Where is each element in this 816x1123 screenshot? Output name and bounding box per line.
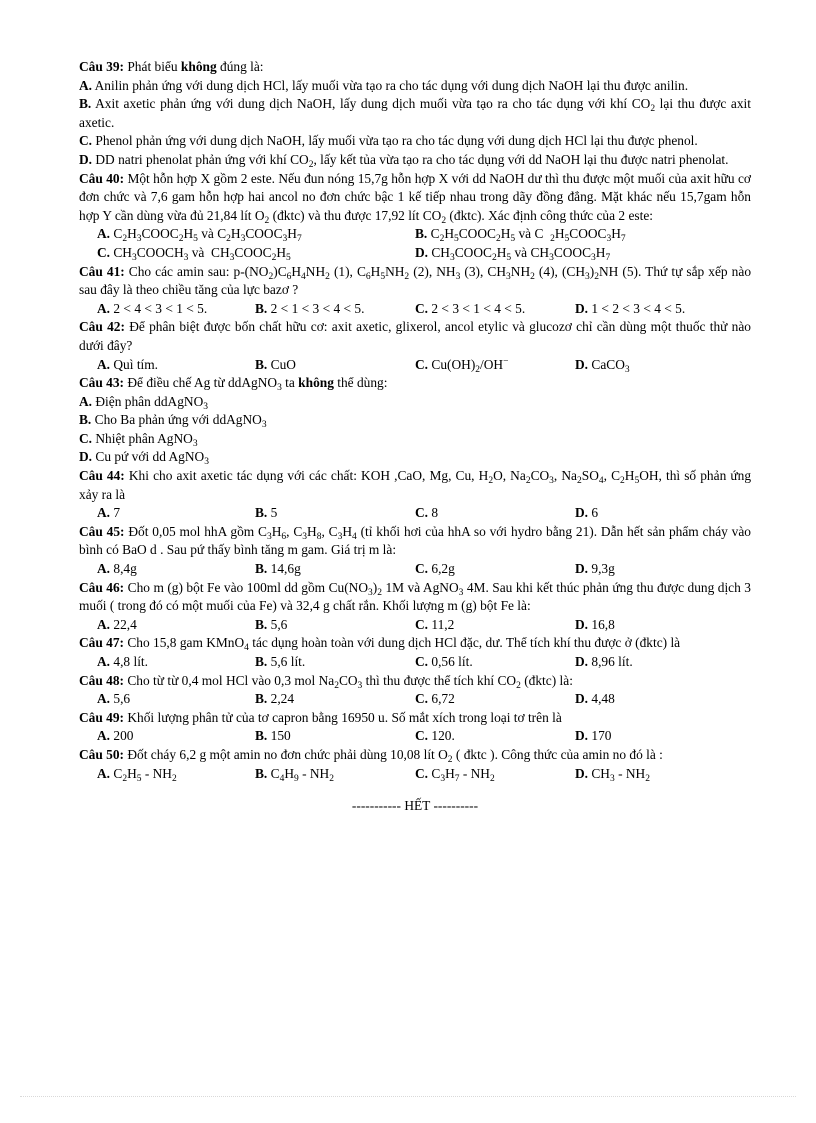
- option-b: B. 14,6g: [255, 561, 301, 577]
- option-b: B. CuO: [255, 356, 296, 372]
- option-a: A. $C_2H_3COOC_2H_5$ và $C_2H_3COOC_3H_7$: [97, 226, 302, 245]
- question-label: Câu 49:: [79, 709, 125, 725]
- question-label: Câu 46:: [79, 579, 125, 595]
- option-a: A. 5,6: [97, 691, 131, 707]
- option-text: Phenol phản ứng với dung dịch NaOH, lấy muối vừa tạo ra cho tác dụng với dung dịch HCl lại thu được phenol.: [95, 133, 698, 149]
- option-a: A. Quì tím.: [97, 356, 159, 372]
- question-50: [79, 746, 751, 783]
- option-c: C. 11,2: [415, 616, 455, 632]
- question-43-stem: Câu 43: Để điều chế Ag từ ddAgNO$_3$ ta không thể dùng:: [79, 375, 388, 394]
- question-label: Câu 44:: [79, 468, 125, 484]
- options: [97, 225, 751, 262]
- option-c: C. $CH_3COOCH_3$ và $CH_3COOC_2H_5$: [97, 244, 291, 263]
- option-letter: D.: [79, 151, 93, 167]
- option-a: A. $C_2H_5 - NH_2$: [97, 765, 177, 784]
- option-c: C. 6,72: [415, 691, 455, 707]
- question-44-stem: Câu 44: Khi cho axit axetic tác dụng với các chất: KOH ,CaO, Mg, Cu, $H_2O$, $Na_2CO_3$, $Na_2SO_4$, $C_2H_5OH$, thì số phản ứng xảy ra là: [79, 468, 752, 502]
- option-c: C. $C_3H_7 - NH_2$: [415, 765, 495, 784]
- option-d: D. 8,96 lít.: [575, 654, 633, 669]
- exam-page: [79, 58, 751, 829]
- option-d: D. 170: [575, 728, 612, 744]
- question-49-stem: Câu 49: Khối lượng phân tử của tơ capron bằng 16950 u. Số mắt xích trong loại tơ trên là: [79, 709, 562, 725]
- question-40-stem: Câu 40: Một hỗn hợp X gồm 2 este. Nếu đun nóng 15,7g hỗn hợp X với dd NaOH dư thì thu được một muối của axit hữu cơ đơn chức và 7,6 gam hỗn hợp hai ancol no đơn chức bậc 1 kế tiếp nhau trong dãy đồng đẳng. Mặt khác nếu 15,7gam hỗn hợp Y cần dùng vừa đủ 21,84 lít $O_2$ (đktc) và thu được 17,92 lít $CO_2$ (đktc). Xác định công thức của 2 este:: [79, 170, 751, 226]
- option-d: D. 1 < 2 < 3 < 4 < 5.: [575, 300, 686, 316]
- option-b: B. 2 < 1 < 3 < 4 < 5.: [255, 300, 365, 316]
- question-label: Câu 39:: [79, 59, 125, 74]
- option-a: A. 7: [97, 505, 121, 521]
- option-c: C. 0,56 lít.: [415, 654, 473, 669]
- option-d: D. $CH_3COOC_2H_5$ và $CH_3COOC_3H_7$: [415, 244, 611, 263]
- question-label: Câu 40:: [79, 170, 125, 186]
- options: [97, 727, 751, 746]
- option-text: Anilin phản ứng với dung dịch HCl, lấy muối vừa tạo ra cho tác dụng với dung dịch NaOH lại thu được anilin.: [94, 77, 689, 93]
- option-text: lại thu được axit axetic.: [79, 96, 751, 130]
- question-label: Câu 50:: [79, 746, 125, 762]
- question-41-stem: Câu 41: Cho các amin sau: $p-(NO_2)C_6H_4NH_2$ (1), $C_6H_5NH_2$ (2), $NH_3$ (3), $CH_3NH_2$ (4), $(CH_3)_2NH$ (5). Thứ tự sắp xếp nào sau đây là theo chiều tăng của lực bazơ ?: [79, 263, 752, 298]
- options: [97, 504, 751, 523]
- options: [97, 653, 751, 672]
- option-b: B. 5,6 lít.: [255, 654, 306, 669]
- option-letter: A.: [79, 77, 93, 93]
- option-a: A. 4,8 lít.: [97, 654, 148, 669]
- option-c: C. Nhiệt phân AgNO$_3$: [79, 430, 198, 449]
- option-text: DD natri phenolat phản ứng với khí CO: [95, 151, 309, 167]
- stem-text: đúng là:: [216, 59, 264, 74]
- option-b: B. 5: [255, 505, 278, 521]
- question-39: [79, 58, 751, 170]
- question-39-stem: [79, 58, 751, 77]
- options: [97, 356, 751, 375]
- question-46-stem: Câu 46: Cho m (g) bột Fe vào 100ml dd gồm $Cu(NO_3)_2$ 1M và AgNO$_3$ 4M. Sau khi kết thúc phản ứng thu được dung dịch 3 muối ( trong đó có một muối của Fe) và 32,4 g chất rắn. Khối lượng m (g) bột Fe là:: [79, 579, 751, 614]
- option-d: D. 9,3g: [575, 561, 615, 577]
- option-c: C. 2 < 3 < 1 < 4 < 5.: [415, 300, 526, 316]
- option-d: D. 16,8: [575, 616, 615, 632]
- question-41: [79, 263, 751, 319]
- question-45: [79, 523, 751, 579]
- question-46: [79, 579, 751, 635]
- option-d: D. CaCO$_3$: [575, 356, 630, 375]
- question-label: Câu 47:: [79, 635, 125, 651]
- question-47: [79, 634, 751, 671]
- question-label: Câu 41:: [79, 263, 125, 279]
- option-c: [79, 132, 751, 151]
- option-c: C. 120.: [415, 728, 455, 744]
- question-43: [79, 374, 751, 467]
- option-c: C. 8: [415, 505, 439, 521]
- option-b: B. Cho Ba phản ứng với ddAgNO$_3$: [79, 412, 267, 431]
- end-marker: ----------- HẾT ----------: [351, 798, 479, 814]
- stem-text: (đktc) và thu được 17,92 lít CO: [269, 207, 442, 223]
- question-label: Câu 42:: [79, 319, 125, 335]
- question-42-stem: Câu 42: Để phân biệt được bốn chất hữu cơ: axit axetic, glixerol, ancol etylic và glucozơ chỉ cần dùng một thuốc thử nào dưới đây?: [79, 319, 751, 353]
- option-b: B. 5,6: [255, 616, 288, 632]
- stem-text: Phát biểu: [124, 59, 181, 74]
- options: [97, 765, 751, 784]
- question-label: Câu 45:: [79, 523, 125, 539]
- option-d: D. $CH_3 - NH_2$: [575, 765, 650, 784]
- question-40: [79, 170, 751, 263]
- stem-text: (đktc). Xác định công thức của 2 este:: [446, 207, 654, 223]
- option-a: [79, 77, 751, 96]
- option-a: A. 2 < 4 < 3 < 1 < 5.: [97, 300, 208, 316]
- options: [97, 300, 751, 319]
- question-42: [79, 318, 751, 374]
- option-d: D. DD natri phenolat phản ứng với khí $CO_2$, lấy kết tủa vừa tạo ra cho tác dụng với dd NaOH lại thu được natri phenolat.: [79, 151, 729, 170]
- option-b: B. $C_4H_9 - NH_2$: [255, 765, 334, 784]
- question-label: Câu 48:: [79, 672, 125, 688]
- option-b: B. Axit axetic phản ứng với dung dịch NaOH, lấy dung dịch muối vừa tạo ra cho tác dụng với khí $CO_2$ lại thu được axit axetic.: [79, 96, 751, 130]
- question-50-stem: Câu 50: Đốt cháy 6,2 g một amin no đơn chức phải dùng 10,08 lít $O_2$ ( đktc ). Công thức của amin no đó là :: [79, 746, 663, 765]
- option-b: B. 2,24: [255, 691, 295, 707]
- stem-text: Một hỗn hợp X gồm 2 este. Nếu đun nóng 15,7g hỗn hợp X với dd NaOH dư thì thu được một muối của axit hữu cơ đơn chức và 7,6 gam hỗn hợp hai ancol no đơn chức bậc 1 kế tiếp nhau trong dãy đồng đẳng. Mặt khác nếu 15,7gam hỗn hợp Y cần dùng vừa đủ 21,84 lít O: [79, 170, 751, 223]
- option-b: B. $C_2H_5COOC_2H_5$ và C $_2H_5COOC_3H_7$: [415, 226, 626, 245]
- question-44: [79, 467, 751, 523]
- stem-emphasis: không: [180, 59, 217, 74]
- option-b: B. 150: [255, 728, 291, 744]
- option-d: D. 4,48: [575, 691, 615, 707]
- option-c: C. $Cu(OH)_2/OH^-$: [415, 356, 509, 375]
- option-text: , lấy kết tủa vừa tạo ra cho tác dụng với dd NaOH lại thu được natri phenolat.: [313, 151, 729, 167]
- options: [97, 616, 751, 635]
- option-letter: C.: [79, 133, 93, 149]
- question-49: [79, 709, 751, 746]
- option-a: A. Điện phân ddAgNO$_3$: [79, 393, 208, 412]
- question-label: Câu 43:: [79, 375, 125, 391]
- option-d: D. Cu pứ với dd AgNO$_3$: [79, 449, 209, 468]
- option-text: Axit axetic phản ứng với dung dịch NaOH, lấy dung dịch muối vừa tạo ra cho tác dụng với khí CO: [95, 96, 651, 112]
- options: [97, 560, 751, 579]
- option-a: A. 200: [97, 728, 134, 744]
- question-48-stem: Câu 48: Cho từ từ 0,4 mol HCl vào 0,3 mol $Na_2CO_3$ thì thu được thể tích khí $CO_2$ (đktc) là:: [79, 672, 573, 691]
- option-a: A. 22,4: [97, 616, 137, 632]
- question-47-stem: Câu 47: Cho 15,8 gam KMnO$_4$ tác dụng hoàn toàn với dung dịch HCl đặc, dư. Thể tích khí thu được ở (đktc) là: [79, 635, 681, 654]
- options: [97, 690, 751, 709]
- page-bottom-border: [20, 1096, 796, 1097]
- question-48: [79, 672, 751, 709]
- question-45-stem: Câu 45: Đốt 0,05 mol hhA gồm $C_3H_6$, $C_3H_8$, $C_3H_4$ (tỉ khối hơi của hhA so với hydro bằng 21). Dẫn hết sản phẩm cháy vào bình có BaO d . Sau pứ thấy bình tăng m gam. Giá trị m là:: [79, 523, 752, 558]
- option-d: D. 6: [575, 505, 599, 521]
- option-letter: B.: [79, 96, 92, 112]
- option-c: C. 6,2g: [415, 561, 455, 577]
- option-a: A. 8,4g: [97, 561, 137, 577]
